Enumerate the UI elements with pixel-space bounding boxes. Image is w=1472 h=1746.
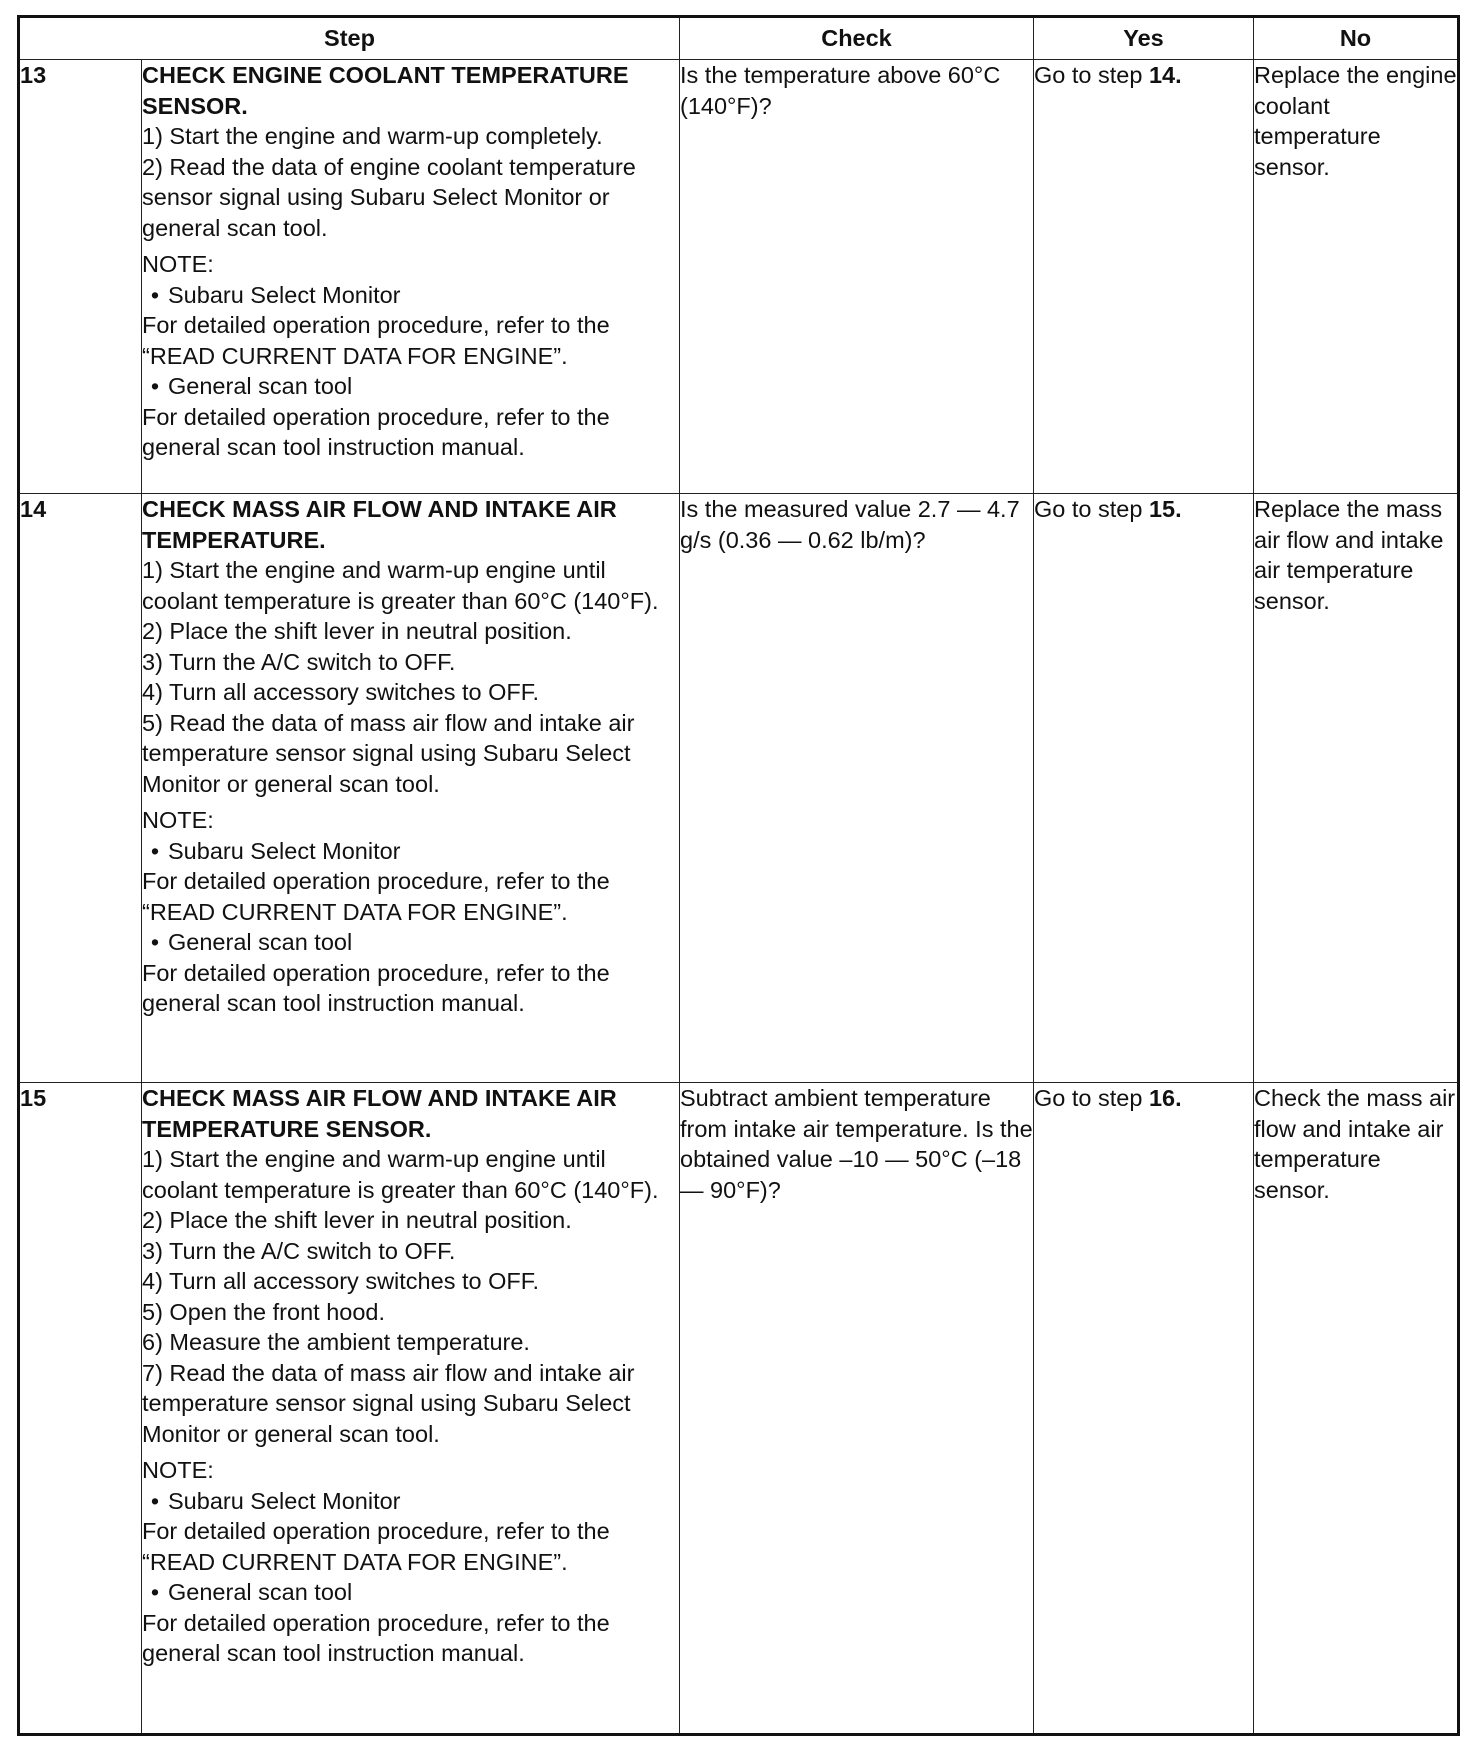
check-cell: Subtract ambient temperature from intake air temperature. Is the obtained value –10 — 50°C (–18 — 90°F)? [680, 1083, 1034, 1735]
note-label: NOTE: [142, 251, 214, 277]
step-number: 13 [19, 60, 142, 494]
table-row [19, 494, 1459, 1083]
note-text: For detailed operation procedure, refer to the general scan tool instruction manual. [142, 403, 610, 460]
procedure-step: 2) Place the shift lever in neutral position. [142, 618, 572, 644]
check-cell: Is the temperature above 60°C (140°F)? [680, 60, 1034, 494]
procedure-step: 1) Start the engine and warm-up completely. [142, 123, 603, 149]
step-title: CHECK ENGINE COOLANT TEMPERATURE SENSOR. [142, 62, 629, 119]
note-text: For detailed operation procedure, refer to the general scan tool instruction manual. [142, 959, 610, 1016]
note-label: NOTE: [142, 807, 214, 833]
note-bullet: • Subaru Select Monitor [142, 1486, 679, 1517]
procedure-step: 2) Place the shift lever in neutral position. [142, 1207, 572, 1233]
procedure-step: 4) Turn all accessory switches to OFF. [142, 1268, 540, 1294]
procedure-step: 3) Turn the A/C switch to OFF. [142, 648, 456, 675]
yes-prefix: Go to step [1034, 62, 1149, 88]
note-text: For detailed operation procedure, refer to the “READ CURRENT DATA FOR ENGINE”. [142, 868, 610, 925]
yes-cell [1034, 60, 1254, 494]
procedure-step: 2) Read the data of engine coolant temperature sensor signal using Subaru Select Monitor or general scan tool. [142, 153, 636, 241]
note-text: For detailed operation procedure, refer to the “READ CURRENT DATA FOR ENGINE”. [142, 1518, 610, 1575]
header-check: Check [680, 17, 1034, 60]
step-title: CHECK MASS AIR FLOW AND INTAKE AIR TEMPERATURE. [142, 496, 617, 553]
note-text: For detailed operation procedure, refer to the “READ CURRENT DATA FOR ENGINE”. [142, 312, 610, 369]
no-cell: Check the mass air flow and intake air temperature sensor. [1254, 1083, 1459, 1735]
step-number: 15 [19, 1083, 142, 1735]
note-block [142, 805, 679, 1019]
table-row [19, 60, 1459, 494]
note-block [142, 249, 679, 463]
procedure-step: 1) Start the engine and warm-up engine until coolant temperature is greater than 60°C (140°F). [142, 557, 659, 614]
note-label: NOTE: [142, 1457, 214, 1483]
note-bullet: • Subaru Select Monitor [142, 836, 679, 867]
note-text: For detailed operation procedure, refer to the general scan tool instruction manual. [142, 1609, 610, 1666]
procedure-step: 3) Turn the A/C switch to OFF. [142, 1237, 456, 1264]
diagnostic-table [17, 15, 1460, 1736]
note-bullet: • General scan tool [142, 371, 679, 402]
header-no: No [1254, 17, 1459, 60]
procedure-step: 1) Start the engine and warm-up engine until coolant temperature is greater than 60°C (140°F). [142, 1146, 659, 1203]
yes-step-link: 14. [1148, 62, 1182, 88]
note-bullet: • General scan tool [142, 1577, 679, 1608]
procedure-step: 7) Read the data of mass air flow and intake air temperature sensor signal using Subaru Select Monitor or general scan tool. [142, 1359, 635, 1447]
step-procedure [142, 1083, 680, 1735]
table-row [19, 1083, 1459, 1735]
procedure-step: 6) Measure the ambient temperature. [142, 1329, 530, 1355]
step-procedure [142, 60, 680, 494]
yes-step-link: 15. [1148, 496, 1182, 522]
procedure-step: 5) Open the front hood. [142, 1298, 385, 1325]
step-number: 14 [19, 494, 142, 1083]
no-cell: Replace the mass air flow and intake air temperature sensor. [1254, 494, 1459, 1083]
step-title: CHECK MASS AIR FLOW AND INTAKE AIR TEMPERATURE SENSOR. [142, 1085, 617, 1142]
table-header-row [19, 17, 1459, 60]
step-procedure [142, 494, 680, 1083]
yes-prefix: Go to step [1034, 496, 1149, 522]
yes-cell [1034, 494, 1254, 1083]
no-cell: Replace the engine coolant temperature sensor. [1254, 60, 1459, 494]
check-cell: Is the measured value 2.7 — 4.7 g/s (0.36 — 0.62 lb/m)? [680, 494, 1034, 1083]
yes-step-link: 16. [1148, 1085, 1182, 1111]
yes-cell [1034, 1083, 1254, 1735]
note-bullet: • Subaru Select Monitor [142, 280, 679, 311]
note-bullet: • General scan tool [142, 927, 679, 958]
note-block [142, 1455, 679, 1669]
procedure-step: 5) Read the data of mass air flow and intake air temperature sensor signal using Subaru Select Monitor or general scan tool. [142, 709, 635, 797]
procedure-step: 4) Turn all accessory switches to OFF. [142, 679, 540, 705]
header-step: Step [19, 17, 680, 60]
header-yes: Yes [1034, 17, 1254, 60]
yes-prefix: Go to step [1034, 1085, 1149, 1111]
